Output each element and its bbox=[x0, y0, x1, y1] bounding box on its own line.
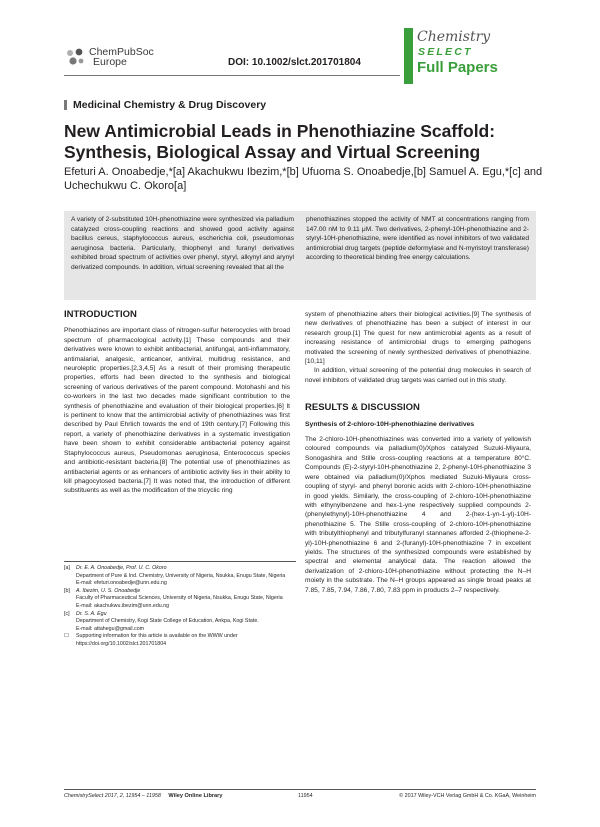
journal-accent-bar bbox=[404, 28, 413, 84]
publisher-name-line1: ChemPubSoc bbox=[89, 46, 154, 58]
supporting-info-icon: ☐ bbox=[64, 633, 69, 640]
journal-name: Chemistry bbox=[417, 29, 491, 45]
email-link[interactable]: E-mail: akachukwu.ibezim@unn.edu.ng bbox=[76, 602, 170, 609]
affiliation-a: [a] Dr. E. A. Onoabedje, Prof. U. C. Okoro Department of Pure & Ind. Chemistry, University of Nigeria, Nsukka, Enugu State, Nigeria E-mail: efeturi.onoabedje@unn.edu.ng bbox=[64, 565, 296, 588]
abstract-box bbox=[64, 211, 536, 300]
page-footer bbox=[64, 789, 536, 799]
results-paragraph-1: The 2-chloro-10H-phenothiazines was converted into a variety of yellowish coloured compounds via palladium(0)/Xphos catalyzed Suzuki-Miyaura, Sonogashira and Stille cross-coupling reactions at a temperature 80°C. Compounds (E)-2-styryl-10H-phenothiazine 2, 2-phenyl-10H-phenothiazine 3 were obtained via palladium(0)/Xphos mediated Suzuki-Miyaura cross-coupling of styryl- and phenyl boronic acids with 2-chloro-10H-phenothiazine in good yields. Similarly, the cross-coupling of 2-chloro-10H-phenothiazine with ethynylbenzene and hex-1-yne respectively supplied compounds 2-(phenylethynyl)-10H-phenothiazine 4 and 2-(hex-1-yn-1-yl)-10H-phenothiazine 5. The Stille cross-coupling of 2-chloro-10H-phenothiazine with tributylthiophenyl and tributylfuranyl stannanes afforded 2-(thiophene-2-yl)-10H-phenothiazine 6 and 2-(furanyl)-10H-phenothiazine 7 in excellent yields. The structures of the synthesized compounds were established by spectral and elemental analytical data. The reaction allowed the derivatization of 2-chloro-10H-phenothiazine without protecting the N–H moiety in the substrate. The N–H groups appeared as single broad peaks at 7.85, 7.85, 7.94, 7.86, 7.80, 7.83 ppm in products 2–7 respectively. bbox=[305, 436, 531, 594]
intro-heading: INTRODUCTION bbox=[64, 309, 137, 320]
supporting-info bbox=[64, 633, 296, 648]
column-right bbox=[305, 310, 531, 595]
section-category bbox=[64, 99, 266, 111]
article-title: New Antimicrobial Leads in Phenothiazine Scaffold: Synthesis, Biological Assay and Virtual Screening bbox=[64, 121, 496, 162]
footer-left bbox=[64, 793, 222, 799]
footer-copyright: © 2017 Wiley-VCH Verlag GmbH & Co. KGaA, Weinheim bbox=[399, 793, 536, 799]
publisher-logo bbox=[64, 46, 154, 68]
results-subheading: Synthesis of 2-chloro-10H-phenothiazine derivatives bbox=[305, 420, 475, 428]
affiliation-c: [c] Dr. S. A. Egu Department of Chemistry, Kogi State College of Education, Ankpa, Kogi State. E-mail: attahegu@gmail.com bbox=[64, 611, 296, 634]
page-number: 11954 bbox=[298, 793, 313, 799]
abstract-right: phenothiazines stopped the activity of NMT at concentrations ranging from 147.00 nM to 9.11 μM. Two derivatives, 2-phenyl-10H-phenothiazine and 2-styryl-10H-phenothiazine, were identified as novel inhibitors of two validated antimicrobial drug targets (peptide deformylase and N-myristoyl transferase) according to theoretical binding free energy calculations. bbox=[306, 216, 529, 261]
article-type: Full Papers bbox=[417, 59, 498, 76]
wiley-online-library-link[interactable]: Wiley Online Library bbox=[168, 793, 223, 799]
email-link[interactable]: E-mail: efeturi.onoabedje@unn.edu.ng bbox=[76, 580, 167, 587]
abstract-left: A variety of 2-substituted 10H-phenothiazine were synthesized via palladium catalyzed cross-coupling reactions and showed good activity against bacillus cereus, staphylococcus aureus, escherichia coli, pseudomonas aeruginosa bacteria. Particularly, thiophenyl and furanyl derivatives exhibited broad spectrum of activities over phenyl, styryl, alkynyl and arynyl derivatized compounds. In addition, virtual screening revealed that all the bbox=[71, 216, 294, 271]
supporting-info-text[interactable]: Supporting information for this article is available on the WWW under https://doi.org/10.1002/slct.201701804 bbox=[76, 633, 238, 647]
header-divider bbox=[64, 75, 400, 76]
journal-name-select: SELECT bbox=[418, 46, 473, 58]
publisher-name-line2: Europe bbox=[93, 56, 127, 68]
affiliation-b: [b] A. Ibezim, U. S. Onoabedje Faculty of Pharmaceutical Sciences, University of Nigeria, Nsukka, Enugu State, Nigeria E-mail: akachukwu.ibezim@unn.edu.ng bbox=[64, 588, 296, 611]
page-header bbox=[0, 0, 600, 88]
intro-paragraph-3: In addition, virtual screening of the potential drug molecules in search of novel inhibitors of validated drug targets was carried out in this study. bbox=[305, 367, 531, 384]
publisher-molecule-icon bbox=[64, 46, 86, 68]
column-left bbox=[64, 310, 290, 496]
doi-link[interactable]: DOI: 10.1002/slct.201701804 bbox=[228, 57, 361, 68]
category-marker-icon bbox=[64, 100, 67, 110]
email-link[interactable]: E-mail: attahegu@gmail.com bbox=[76, 625, 145, 632]
intro-paragraph-2: system of phenothiazine alters their biological activities.[9] The synthesis of new derivatives of phenothiazine has been a subject of interest in our research group.[1] The quest for new antimicrobial agents as a result of increasing resistance of antimicrobial drugs to emerging pathogens motivated the screening of newly synthesized derivatives of phenothiazine.[10,11] bbox=[305, 311, 531, 366]
journal-logo bbox=[404, 28, 536, 84]
results-heading: RESULTS & DISCUSSION bbox=[305, 402, 420, 414]
author-list: Efeturi A. Onoabedje,*[a] Akachukwu Ibezim,*[b] Ufuoma S. Onoabedje,[b] Samuel A. Egu,*[c] and Uchechukwu C. Okoro[a] bbox=[64, 166, 543, 192]
category-label: Medicinal Chemistry & Drug Discovery bbox=[73, 99, 267, 111]
intro-paragraph-1: Phenothiazines are important class of nitrogen-sulfur heterocycles with broad spectrum of pharmacological activity.[1] These compounds and their derivatives were known to exhibit antibacterial, antifungal, anti-inflammatory, antimalarial, analgesic, anticancer, antiviral, multidrug resistance, and neuroleptic properties.[2,3,4,5] As a result of their promising therapeutic properties, efforts had been directed to the synthesis and biological screening of various derivatives of the parent compound. Motohashi and his co-workers in the last two decades made significant contribution to the synthesis of phenothiazine and evaluation of their biological properties.[6] It is pertinent to know that the antimicrobial activity of phenothiazines was first described by Paul Ehrlich towards the end of 19th century.[7] Following this report, a variety of phenothiazine derivatives in a systematic investigation have been shown to exhibit considerable antibacterial potency against Staphylococcus aureus, Pseudomonas aeruginosa, Enterococcus species and antibiotic-resistant bacteria.[8] The potential use of phenothiazines as antibacterial agents or as enhancers of antibiotic activity lies in their ability to kill phagocytosed bacteria.[7] It was noted that, the introduction of different substituents as well as the modification of the tricyclic ring bbox=[64, 327, 290, 495]
affiliation-notes bbox=[64, 561, 296, 649]
footer-citation: ChemistrySelect 2017, 2, 11954 – 11958 bbox=[64, 793, 161, 799]
